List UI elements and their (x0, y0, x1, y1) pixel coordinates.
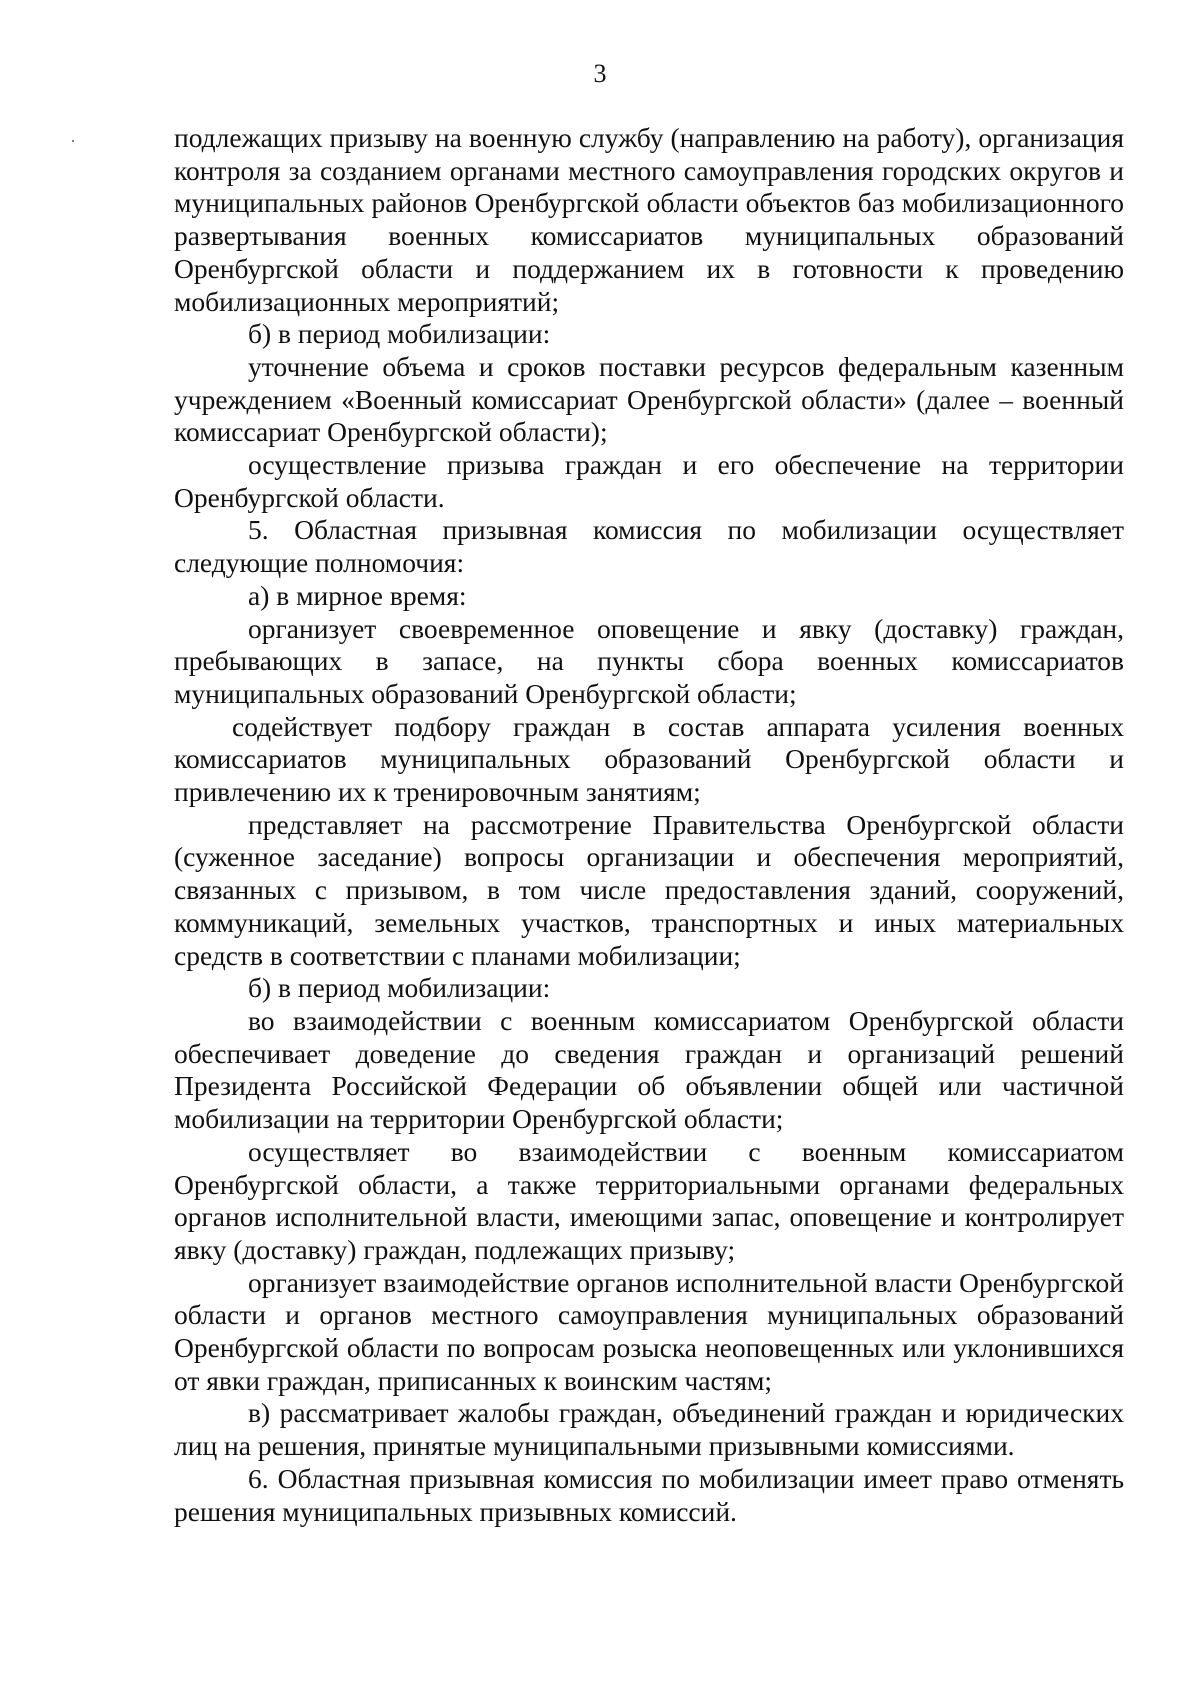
paragraph-president-decisions: во взаимодействии с военным комиссариатом Оренбургской области обеспечивает доведение до сведения граждан и организаций решений Президента Российской Федерации об объявлении общей или частичной мобилизации на территории Оренбургской области; (174, 1004, 1124, 1135)
paragraph-government-submission: представляет на рассмотрение Правительства Оренбургской области (суженное заседание) вопросы организации и обеспечения мероприятий, связанных с призывом, в том числе предоставления зданий, сооружений, коммуникаций, земельных участков, транспортных и иных материальных средств в соответствии с планами мобилизации; (174, 808, 1124, 971)
paragraph-conscription-implementation: осуществление призыва граждан и его обеспечение на территории Оренбургской области. (174, 449, 1124, 513)
paragraph-item-5: 5. Областная призывная комиссия по мобилизации осуществляет следующие полномочия: (174, 514, 1124, 579)
paragraph-subitem-v-complaints: в) рассматривает жалобы граждан, объединений граждан и юридических лиц на решения, принятые муниципальными призывными комиссиями. (174, 1397, 1124, 1462)
paragraph-subitem-b-mobilization-2: б) в период мобилизации: (248, 972, 551, 1004)
scan-artifact-dot (72, 140, 74, 142)
paragraph-continuation: подлежащих призыву на военную службу (направлению на работу), организация контроля за созданием органами местного самоуправления городских округов и муниципальных районов Оренбургской области объектов баз мобилизационного развертывания военных комиссариатов муниципальных образований Оренбургской области и поддержанием их в готовности к проведению мобилизационных мероприятий; (174, 122, 1124, 317)
paragraph-resources-clarification: уточнение объема и сроков поставки ресурсов федеральным казенным учреждением «Военный комиссариат Оренбургской области» (далее – военный комиссариат Оренбургской области); (174, 350, 1124, 448)
document-body (174, 122, 1124, 1528)
paragraph-subitem-a-peacetime: а) в мирное время: (248, 579, 467, 611)
paragraph-search-coordination: организует взаимодействие органов исполнительной власти Оренбургской области и органов местного самоуправления муниципальных образований Оренбургской области по вопросам розыска неоповещенных или уклонившихся от явки граждан, приписанных к воинским частям; (174, 1266, 1124, 1396)
paragraph-notification: организует своевременное оповещение и явку (доставку) граждан, пребывающих в запасе, на пункты сбора военных комиссариатов муниципальных образований Оренбургской области; (174, 612, 1124, 709)
paragraph-attendance-control: осуществляет во взаимодействии с военным комиссариатом Оренбургской области, а также территориальными органами федеральных органов исполнительной власти, имеющими запас, оповещение и контролирует явку (доставку) граждан, подлежащих призыву; (174, 1135, 1124, 1265)
paragraph-item-6: 6. Областная призывная комиссия по мобилизации имеет право отменять решения муниципальных призывных комиссий. (174, 1462, 1124, 1527)
page-number: 3 (593, 59, 607, 88)
paragraph-subitem-b-mobilization: б) в период мобилизации: (248, 318, 551, 350)
paragraph-staff-selection: содействует подбору граждан в состав аппарата усиления военных комиссариатов муниципальных образований Оренбургской области и привлечению их к тренировочным занятиям; (174, 710, 1124, 808)
